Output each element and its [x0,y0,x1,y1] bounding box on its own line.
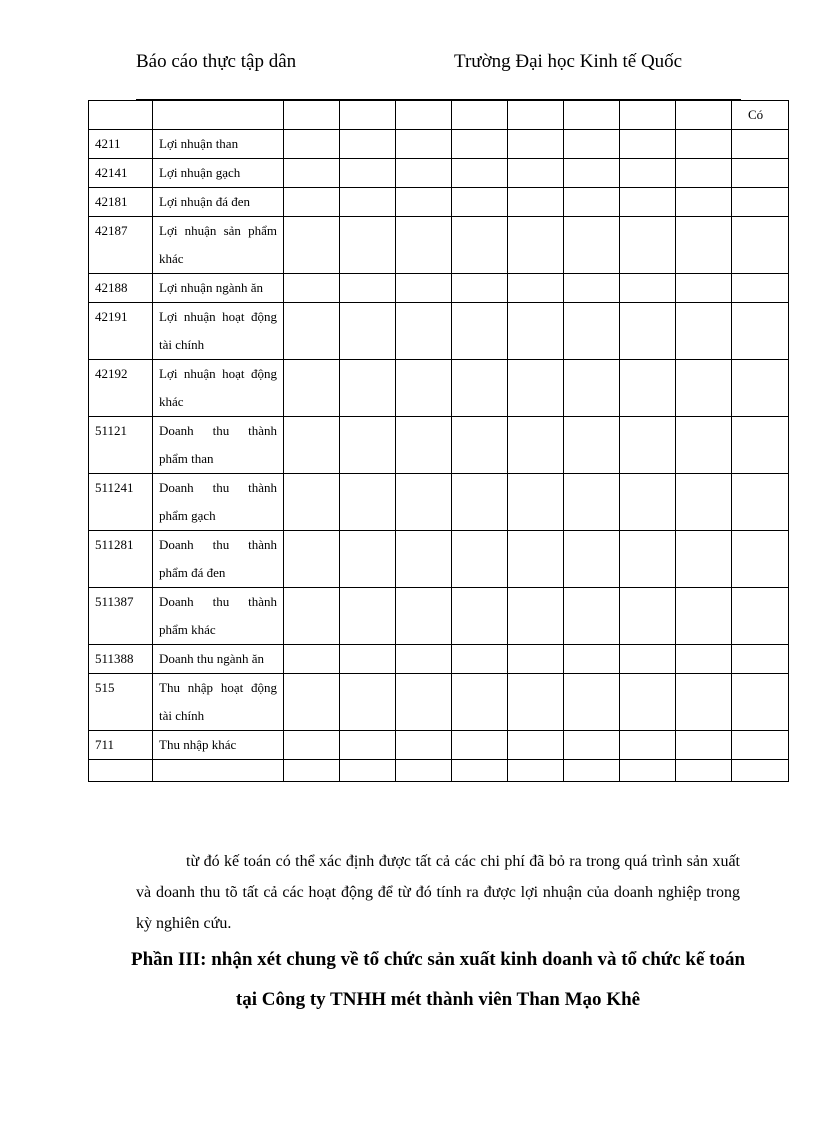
account-name: Doanh thu thành phẩm khác [153,588,284,645]
table-cell [564,130,620,159]
table-cell [564,760,620,782]
table-row [89,474,789,531]
table-cell [396,360,452,417]
account-code: 42191 [89,303,153,360]
table-cell [564,101,620,130]
table-cell [89,760,153,782]
table-cell [284,674,340,731]
table-cell [676,760,732,782]
table-cell [564,303,620,360]
table-cell [396,303,452,360]
table-row [89,217,789,274]
table-cell [508,217,564,274]
account-name: Lợi nhuận đá đen [153,188,284,217]
table-cell [340,760,396,782]
table-cell [564,731,620,760]
table-cell [452,130,508,159]
table-cell [564,531,620,588]
table-cell [89,101,153,130]
table-cell [396,217,452,274]
table-cell [452,303,508,360]
table-cell [284,645,340,674]
table-cell [620,531,676,588]
table-cell [732,188,789,217]
table-cell [153,101,284,130]
table-cell [676,303,732,360]
table-cell [284,760,340,782]
account-code: 42187 [89,217,153,274]
table-cell [620,159,676,188]
table-cell [620,303,676,360]
table-cell [396,588,452,645]
table-cell [564,588,620,645]
credit-column-label: Có [732,101,789,130]
table-cell [620,645,676,674]
table-cell [340,645,396,674]
table-cell [732,217,789,274]
account-name: Lợi nhuận than [153,130,284,159]
table-cell [284,531,340,588]
table-cell [508,101,564,130]
table-cell [732,531,789,588]
table-cell [284,130,340,159]
table-cell [284,588,340,645]
table-cell [620,188,676,217]
table-cell [732,645,789,674]
account-code: 4211 [89,130,153,159]
table-cell [508,360,564,417]
table-cell [676,531,732,588]
account-name: Doanh thu thành phẩm than [153,417,284,474]
table-cell [340,101,396,130]
table-cell [396,417,452,474]
table-row [89,130,789,159]
table-cell [620,130,676,159]
table-cell [508,645,564,674]
table-cell [564,474,620,531]
table-cell [732,588,789,645]
table-row [89,531,789,588]
table-cell [508,474,564,531]
table-cell [732,130,789,159]
table-cell [620,417,676,474]
body-paragraph [136,846,740,939]
table-cell [340,588,396,645]
table-cell [564,188,620,217]
table-cell [452,588,508,645]
account-table [88,100,789,782]
table-cell [676,674,732,731]
table-cell [676,588,732,645]
account-name: Lợi nhuận ngành ăn [153,274,284,303]
table-cell [732,731,789,760]
table-cell [732,360,789,417]
table-cell [396,274,452,303]
table-header-row [89,101,789,130]
table-cell [564,417,620,474]
table-cell [396,731,452,760]
table-cell [452,217,508,274]
account-code: 511387 [89,588,153,645]
table-cell [676,645,732,674]
table-cell [564,360,620,417]
table-cell [676,101,732,130]
table-cell [396,188,452,217]
table-row [89,360,789,417]
table-cell [508,303,564,360]
table-cell [396,474,452,531]
table-row [89,274,789,303]
table-cell [732,274,789,303]
table-row [89,188,789,217]
table-row [89,417,789,474]
table-cell [340,474,396,531]
account-code: 42141 [89,159,153,188]
account-code: 42192 [89,360,153,417]
table-cell [284,360,340,417]
account-name: Doanh thu thành phẩm gạch [153,474,284,531]
table-cell [452,360,508,417]
account-name: Lợi nhuận gạch [153,159,284,188]
account-name: Thu nhập khác [153,731,284,760]
table-cell [564,274,620,303]
table-cell [284,217,340,274]
table-cell [676,360,732,417]
table-cell [284,474,340,531]
table-cell [396,645,452,674]
table-cell [153,760,284,782]
header-left-title: Báo cáo thực tập dân [136,51,297,72]
table-cell [452,731,508,760]
account-code: 511388 [89,645,153,674]
table-cell [452,474,508,531]
table-empty-row [89,760,789,782]
table-cell [284,159,340,188]
table-cell [620,474,676,531]
account-code: 511241 [89,474,153,531]
table-cell [508,674,564,731]
table-cell [564,217,620,274]
table-cell [284,101,340,130]
table-cell [620,101,676,130]
table-cell [620,360,676,417]
table-cell [732,474,789,531]
table-cell [340,130,396,159]
table-cell [676,159,732,188]
table-cell [732,303,789,360]
account-name: Lợi nhuận hoạt động khác [153,360,284,417]
account-code: 42188 [89,274,153,303]
table-cell [284,731,340,760]
table-cell [340,731,396,760]
table-cell [676,474,732,531]
table-cell [340,674,396,731]
table-cell [564,645,620,674]
table-cell [340,274,396,303]
table-cell [508,588,564,645]
table-cell [452,674,508,731]
table-cell [396,674,452,731]
table-cell [508,188,564,217]
table-cell [396,531,452,588]
account-name: Lợi nhuận hoạt động tài chính [153,303,284,360]
table-cell [508,417,564,474]
table-cell [452,645,508,674]
table-cell [732,159,789,188]
table-cell [732,760,789,782]
table-cell [452,531,508,588]
table-cell [340,360,396,417]
table-cell [396,101,452,130]
table-cell [452,159,508,188]
table-cell [340,217,396,274]
table-cell [676,130,732,159]
table-cell [340,303,396,360]
table-row [89,159,789,188]
table-row [89,645,789,674]
table-cell [452,188,508,217]
table-row [89,731,789,760]
table-cell [620,674,676,731]
table-cell [284,274,340,303]
account-code: 711 [89,731,153,760]
table-cell [508,760,564,782]
account-name: Lợi nhuận sản phẩm khác [153,217,284,274]
account-table-body [89,101,789,782]
table-row [89,674,789,731]
table-cell [340,531,396,588]
table-cell [284,417,340,474]
table-cell [564,159,620,188]
table-cell [340,188,396,217]
table-cell [508,159,564,188]
account-code: 511281 [89,531,153,588]
table-cell [676,274,732,303]
account-name: Thu nhập hoạt động tài chính [153,674,284,731]
table-cell [564,674,620,731]
table-cell [620,588,676,645]
account-name: Doanh thu ngành ăn [153,645,284,674]
table-cell [620,274,676,303]
table-cell [452,760,508,782]
table-cell [396,159,452,188]
table-cell [676,188,732,217]
account-code: 42181 [89,188,153,217]
body-paragraph-text: từ đó kế toán có thể xác định được tất cả các chi phí đã bỏ ra trong quá trình sản xuất và doanh thu tõ tất cả các hoạt động để từ đó tính ra được lợi nhuận của doanh nghiệp trong kỳ nghiên cứu. [136,853,740,932]
table-row [89,303,789,360]
table-cell [676,731,732,760]
table-cell [508,731,564,760]
table-cell [340,159,396,188]
table-cell [340,417,396,474]
table-cell [508,274,564,303]
table-cell [452,101,508,130]
table-cell [396,130,452,159]
account-code: 51121 [89,417,153,474]
header-right-title: Trường Đại học Kinh tế Quốc [454,51,683,72]
table-cell [732,674,789,731]
account-code: 515 [89,674,153,731]
table-row [89,588,789,645]
table-cell [620,760,676,782]
table-cell [732,417,789,474]
table-cell [620,217,676,274]
table-cell [508,130,564,159]
table-cell [396,760,452,782]
table-cell [284,303,340,360]
table-cell [676,417,732,474]
table-cell [452,417,508,474]
table-cell [620,731,676,760]
table-cell [284,188,340,217]
table-cell [676,217,732,274]
table-cell [508,531,564,588]
account-name: Doanh thu thành phẩm đá đen [153,531,284,588]
section-heading: Phần III: nhận xét chung về tổ chức sản xuất kinh doanh và tổ chức kế toán tại Công ty TNHH mét thành viên Than Mạo Khê [130,949,746,1010]
table-cell [452,274,508,303]
